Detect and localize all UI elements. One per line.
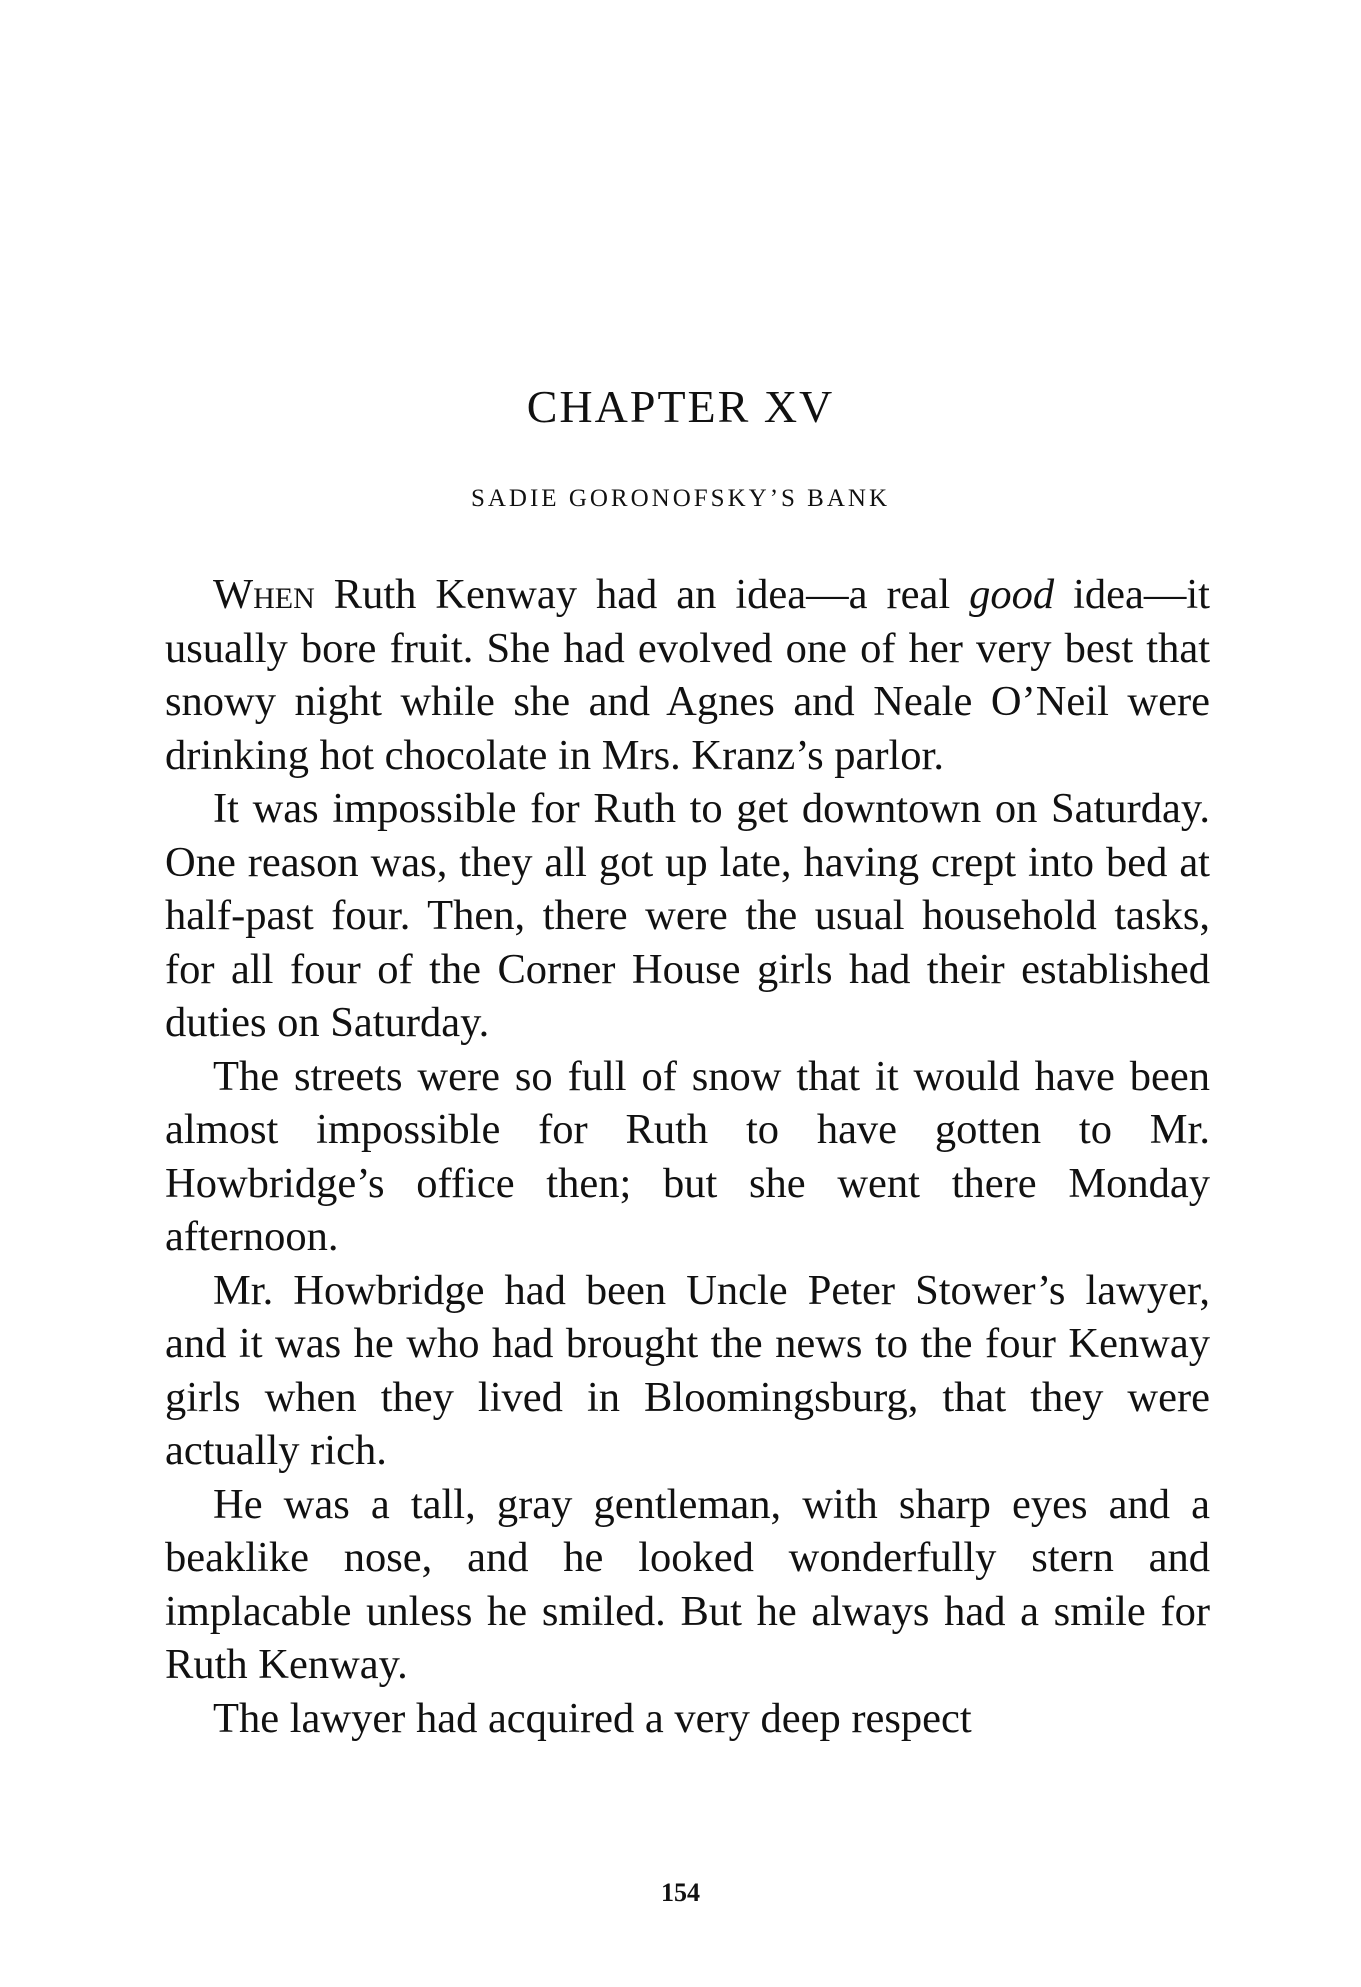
paragraph-6: The lawyer had acquired a very deep respect <box>213 1694 972 1742</box>
body-text <box>165 568 1210 1745</box>
paragraph-4: Mr. Howbridge had been Uncle Peter Stower’s lawyer, and it was he who had brought the news to the four Kenway girls when they lived in Bloomingsburg, that they were actually rich. <box>165 1266 1210 1474</box>
paragraph-1 <box>165 568 1210 782</box>
paragraph-5: He was a tall, gray gentleman, with sharp eyes and a beaklike nose, and he looked wonderfully stern and implacable unless he smiled. But he always had a smile for Ruth Kenway. <box>165 1480 1210 1688</box>
emphasis-word: good <box>969 571 1055 618</box>
chapter-subtitle: SADIE GORONOFSKY’S BANK <box>470 485 891 512</box>
paragraph-text: idea—it usually bore fruit. She had evolved one of her very best that snowy night while she and Agnes and Neale O’Neil were drinking hot chocolate in Mrs. Kranz’s parlor. <box>165 571 1210 779</box>
paragraph-lead-word: When <box>213 571 315 618</box>
chapter-title: CHAPTER XV <box>526 381 835 432</box>
paragraph-3: The streets were so full of snow that it would have been almost impossible for Ruth to have gotten to Mr. Howbridge’s office then; but she went there Monday afternoon. <box>165 1052 1210 1260</box>
paragraph-text: Ruth Kenway had an idea—a real <box>314 571 970 618</box>
paragraph-2: It was impossible for Ruth to get downtown on Saturday. One reason was, they all got up late, having crept into bed at half-past four. Then, there were the usual household tasks, for all four of the Corner House girls had their established duties on Saturday. <box>165 785 1210 1046</box>
page-number: 154 <box>661 1878 700 1907</box>
